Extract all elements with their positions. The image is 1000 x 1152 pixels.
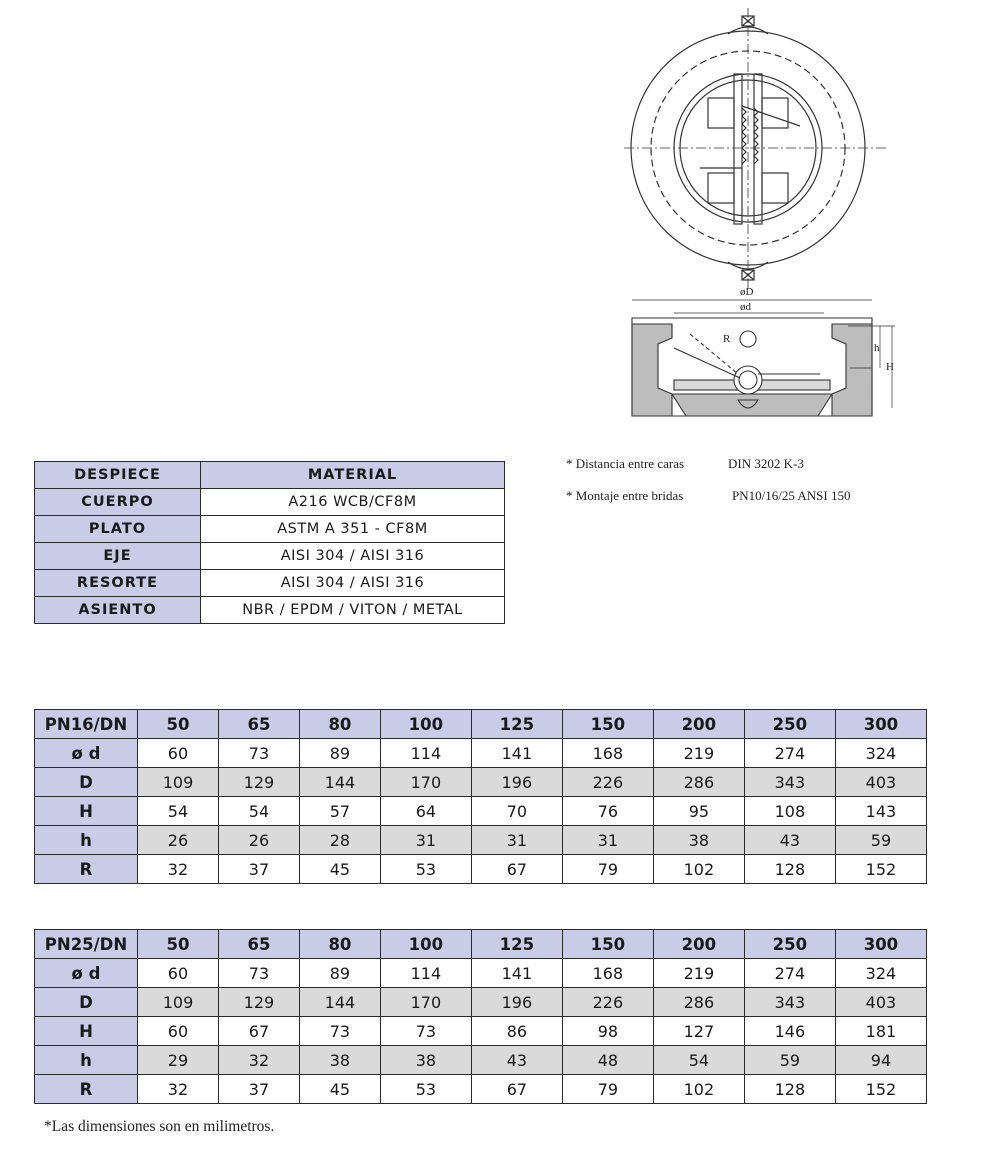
inner-diameter-label: ød [740,301,751,313]
dimension-label: H [35,1017,138,1046]
dn-size-header: 50 [138,930,219,959]
dimension-value: 31 [471,826,562,855]
materials-row [35,570,505,597]
dimension-value: 32 [138,1075,219,1104]
dimension-value: 76 [562,797,653,826]
dimension-value: 324 [835,739,926,768]
note-value: DIN 3202 K-3 [728,456,804,471]
dimension-value: 67 [471,1075,562,1104]
dimension-row [35,797,927,826]
dimension-label: h [35,826,138,855]
dimension-value: 53 [380,855,471,884]
dimension-label: h [35,1046,138,1075]
outer-diameter-label: øD [740,286,754,298]
dimension-value: 170 [380,768,471,797]
dimension-value: 45 [299,855,380,884]
dn-size-header: 100 [380,710,471,739]
header-part: DESPIECE [35,462,201,489]
dimension-row [35,826,927,855]
dimension-value: 26 [218,826,299,855]
part-name: RESORTE [35,570,201,597]
pressure-class-label: PN16/DN [35,710,138,739]
dimension-value: 114 [380,959,471,988]
dn-size-header: 150 [562,930,653,959]
dimension-value: 38 [380,1046,471,1075]
materials-table [34,461,505,624]
dimension-value: 43 [744,826,835,855]
dn-size-header: 50 [138,710,219,739]
dimension-value: 28 [299,826,380,855]
dimension-value: 53 [380,1075,471,1104]
dimension-label: D [35,988,138,1017]
dimension-value: 43 [471,1046,562,1075]
materials-row [35,516,505,543]
dimension-value: 403 [835,768,926,797]
dimension-value: 26 [138,826,219,855]
dimension-row [35,855,927,884]
dimension-value: 196 [471,768,562,797]
dimension-value: 79 [562,1075,653,1104]
dimension-value: 60 [138,959,219,988]
dimension-value: 102 [653,1075,744,1104]
dimension-value: 32 [138,855,219,884]
dimension-value: 219 [653,739,744,768]
dimension-value: 79 [562,855,653,884]
dn-size-header: 80 [299,930,380,959]
materials-row [35,543,505,570]
dimension-label: ø d [35,959,138,988]
dimension-value: 70 [471,797,562,826]
dimension-value: 128 [744,855,835,884]
dimension-label: D [35,768,138,797]
materials-row [35,489,505,516]
dimension-value: 108 [744,797,835,826]
dimension-row [35,1075,927,1104]
dimension-value: 127 [653,1017,744,1046]
dimension-header-row [35,930,927,959]
total-height-label: H [886,361,894,373]
part-name: PLATO [35,516,201,543]
dimension-row [35,988,927,1017]
dimension-value: 170 [380,988,471,1017]
dimension-value: 59 [744,1046,835,1075]
dimension-header-row [35,710,927,739]
valve-technical-drawing [610,8,910,428]
dimension-value: 114 [380,739,471,768]
dimension-value: 144 [299,768,380,797]
dn-size-header: 250 [744,710,835,739]
dimension-value: 196 [471,988,562,1017]
dimension-value: 38 [299,1046,380,1075]
dimension-value: 274 [744,959,835,988]
dimension-value: 109 [138,768,219,797]
dimension-value: 141 [471,739,562,768]
material-value: AISI 304 / AISI 316 [201,570,505,597]
note-label: * Montaje entre bridas [566,488,684,503]
dimension-value: 86 [471,1017,562,1046]
dimension-value: 67 [471,855,562,884]
dimension-value: 54 [653,1046,744,1075]
dimension-value: 274 [744,739,835,768]
dimension-value: 324 [835,959,926,988]
valve-front-view [624,8,888,288]
units-footnote: *Las dimensiones son en milimetros. [44,1118,275,1135]
dimension-value: 226 [562,988,653,1017]
dimension-value: 48 [562,1046,653,1075]
dimension-value: 37 [218,1075,299,1104]
dimension-value: 95 [653,797,744,826]
dimension-row [35,959,927,988]
note-value: PN10/16/25 ANSI 150 [732,488,851,503]
dimension-value: 168 [562,739,653,768]
dn-size-header: 250 [744,930,835,959]
pn25-dimensions-table [34,929,927,1104]
dimension-value: 89 [299,739,380,768]
dimension-value: 54 [218,797,299,826]
dn-size-header: 300 [835,930,926,959]
dimension-label: R [35,1075,138,1104]
dimension-value: 286 [653,768,744,797]
dimension-value: 152 [835,855,926,884]
dimension-value: 29 [138,1046,219,1075]
dimension-value: 98 [562,1017,653,1046]
material-value: AISI 304 / AISI 316 [201,543,505,570]
dimension-label: R [35,855,138,884]
small-height-label: h [874,342,880,354]
dimension-value: 31 [380,826,471,855]
header-material: MATERIAL [201,462,505,489]
dimension-value: 73 [218,739,299,768]
pn16-dimensions-table [34,709,927,884]
dimension-value: 168 [562,959,653,988]
dn-size-header: 200 [653,930,744,959]
dimension-value: 73 [299,1017,380,1046]
dimension-label: H [35,797,138,826]
dimension-value: 38 [653,826,744,855]
pressure-class-label: PN25/DN [35,930,138,959]
dimension-value: 286 [653,988,744,1017]
dimension-value: 59 [835,826,926,855]
note-label: * Distancia entre caras [566,456,685,471]
dn-size-header: 65 [218,930,299,959]
dimension-value: 60 [138,1017,219,1046]
material-value: A216 WCB/CF8M [201,489,505,516]
dn-size-header: 125 [471,930,562,959]
dimension-value: 32 [218,1046,299,1075]
dimension-value: 31 [562,826,653,855]
valve-side-view [632,318,895,416]
dimension-row [35,768,927,797]
dimension-value: 54 [138,797,219,826]
dimension-value: 219 [653,959,744,988]
dimension-value: 64 [380,797,471,826]
dimension-value: 60 [138,739,219,768]
dn-size-header: 200 [653,710,744,739]
dimension-value: 37 [218,855,299,884]
dn-size-header: 65 [218,710,299,739]
dimension-label: ø d [35,739,138,768]
material-value: ASTM A 351 - CF8M [201,516,505,543]
dimension-value: 57 [299,797,380,826]
dimension-value: 146 [744,1017,835,1046]
materials-header-row [35,462,505,489]
dimension-value: 45 [299,1075,380,1104]
dimension-value: 89 [299,959,380,988]
part-name: EJE [35,543,201,570]
materials-row [35,597,505,624]
dimension-value: 141 [471,959,562,988]
dn-size-header: 150 [562,710,653,739]
dimension-value: 109 [138,988,219,1017]
dimension-value: 128 [744,1075,835,1104]
dimension-value: 129 [218,988,299,1017]
dimension-value: 73 [218,959,299,988]
dimension-value: 143 [835,797,926,826]
dimension-row [35,1046,927,1075]
dn-size-header: 100 [380,930,471,959]
dimension-value: 226 [562,768,653,797]
dimension-value: 94 [835,1046,926,1075]
dimension-value: 181 [835,1017,926,1046]
dimension-value: 129 [218,768,299,797]
dimension-value: 73 [380,1017,471,1046]
dimension-row [35,739,927,768]
dimension-value: 343 [744,988,835,1017]
material-value: NBR / EPDM / VITON / METAL [201,597,505,624]
dn-size-header: 80 [299,710,380,739]
dimension-value: 343 [744,768,835,797]
part-name: CUERPO [35,489,201,516]
dimension-value: 102 [653,855,744,884]
dimension-value: 67 [218,1017,299,1046]
dn-size-header: 125 [471,710,562,739]
dimension-row [35,1017,927,1046]
dimension-value: 152 [835,1075,926,1104]
part-name: ASIENTO [35,597,201,624]
dimension-value: 403 [835,988,926,1017]
dimension-value: 144 [299,988,380,1017]
dn-size-header: 300 [835,710,926,739]
radius-label: R [723,333,731,345]
